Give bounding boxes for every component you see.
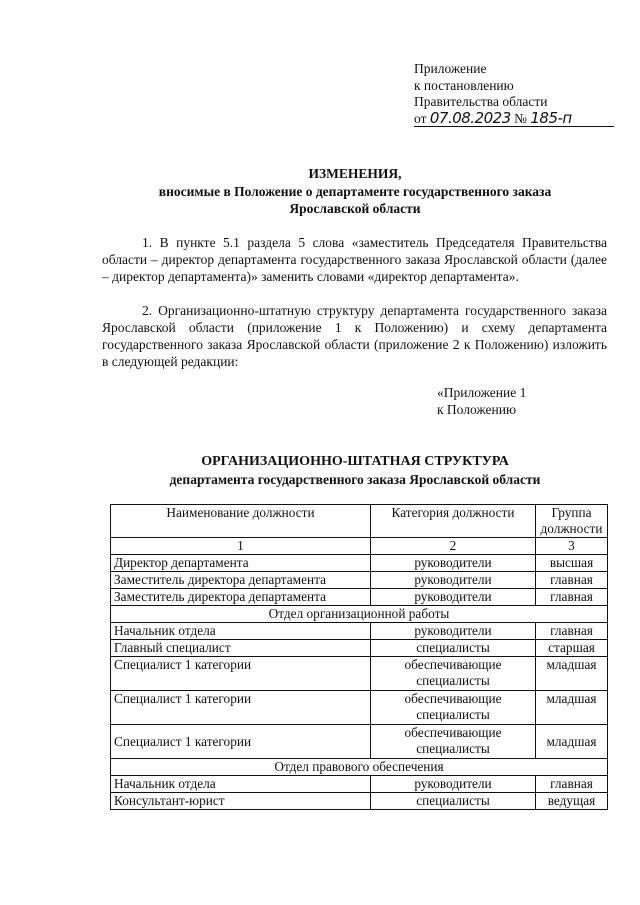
attachment-line-1: Приложение bbox=[414, 61, 487, 76]
column-number: 3 bbox=[536, 538, 608, 555]
structure-title: ОРГАНИЗАЦИОННО-ШТАТНАЯ СТРУКТУРА bbox=[201, 454, 509, 469]
table-row bbox=[111, 572, 608, 589]
paragraph-2: 2. Организационно-штатную структуру департамента государственного заказа Ярославской области (приложение 1 к Положению) и схему департамента государственного заказа Ярославской области (приложение 2 к Положению) изложить в следующей редакции: bbox=[102, 303, 607, 369]
position-group: главная bbox=[536, 776, 608, 793]
position-group: высшая bbox=[536, 555, 608, 572]
heading-line-3: Ярославской области bbox=[289, 201, 421, 216]
handwritten-date: 07.08.2023 bbox=[429, 108, 511, 127]
position-group: главная bbox=[536, 589, 608, 606]
position-group: главная bbox=[536, 572, 608, 589]
table-row bbox=[111, 725, 608, 759]
position-group: младшая bbox=[536, 725, 608, 759]
position-name: Начальник отдела bbox=[111, 776, 371, 793]
position-category: руководители bbox=[371, 623, 536, 640]
attachment-line-2: к постановлению bbox=[414, 77, 514, 93]
appendix-line-1: «Приложение 1 bbox=[437, 385, 527, 400]
table-row bbox=[111, 640, 608, 657]
column-number: 2 bbox=[371, 538, 536, 555]
position-category: специалисты bbox=[371, 793, 536, 810]
section-row bbox=[111, 759, 608, 776]
position-category: обеспечивающие специалисты bbox=[371, 725, 536, 759]
table-header-row bbox=[111, 505, 608, 538]
header-category: Категория должности bbox=[371, 505, 536, 538]
table-number-row bbox=[111, 538, 608, 555]
attachment-block bbox=[414, 60, 629, 127]
attachment-line-3: Правительства области bbox=[414, 94, 548, 109]
from-prefix: от bbox=[414, 110, 427, 126]
section-title: Отдел правового обеспечения bbox=[111, 759, 608, 776]
header-position-name: Наименование должности bbox=[111, 505, 371, 538]
table-row bbox=[111, 776, 608, 793]
heading-title: ИЗМЕНЕНИЯ, bbox=[308, 166, 402, 181]
position-group: главная bbox=[536, 623, 608, 640]
section-title: Отдел организационной работы bbox=[111, 606, 608, 623]
table-row bbox=[111, 691, 608, 725]
position-name: Главный специалист bbox=[111, 640, 371, 657]
position-group: младшая bbox=[536, 657, 608, 691]
position-name: Консультант-юрист bbox=[111, 793, 371, 810]
position-category: руководители bbox=[371, 572, 536, 589]
staff-structure-table bbox=[110, 504, 608, 810]
appendix-line-2: к Положению bbox=[437, 402, 517, 417]
position-name: Заместитель директора департамента bbox=[111, 589, 371, 606]
table-row bbox=[111, 555, 608, 572]
position-category: руководители bbox=[371, 589, 536, 606]
position-group: старшая bbox=[536, 640, 608, 657]
table-row bbox=[111, 623, 608, 640]
position-group: ведущая bbox=[536, 793, 608, 810]
attachment-date-line bbox=[414, 110, 614, 128]
position-name: Начальник отдела bbox=[111, 623, 371, 640]
number-sign: № bbox=[514, 110, 528, 126]
paragraph-1: 1. В пункте 5.1 раздела 5 слова «заместитель Председателя Правительства области – директор департамента государственного заказа Ярославской области (далее – директор департамента)» заменить словами «директор департамента». bbox=[102, 235, 607, 284]
header-group: Группа должности bbox=[536, 505, 608, 538]
structure-subtitle: департамента государственного заказа Ярославской области bbox=[169, 472, 541, 487]
position-group: младшая bbox=[536, 691, 608, 725]
column-number: 1 bbox=[111, 538, 371, 555]
position-name: Заместитель директора департамента bbox=[111, 572, 371, 589]
table-row bbox=[111, 793, 608, 810]
position-name: Директор департамента bbox=[111, 555, 371, 572]
handwritten-number: 185-п bbox=[530, 108, 572, 127]
position-name: Специалист 1 категории bbox=[111, 725, 371, 759]
position-name: Специалист 1 категории bbox=[111, 657, 371, 691]
position-category: обеспечивающие специалисты bbox=[371, 691, 536, 725]
position-category: руководители bbox=[371, 776, 536, 793]
heading-line-2: вносимые в Положение о департаменте государственного заказа bbox=[158, 184, 552, 199]
position-category: обеспечивающие специалисты bbox=[371, 657, 536, 691]
table-row bbox=[111, 589, 608, 606]
position-category: руководители bbox=[371, 555, 536, 572]
section-row bbox=[111, 606, 608, 623]
position-category: специалисты bbox=[371, 640, 536, 657]
position-name: Специалист 1 категории bbox=[111, 691, 371, 725]
table-row bbox=[111, 657, 608, 691]
